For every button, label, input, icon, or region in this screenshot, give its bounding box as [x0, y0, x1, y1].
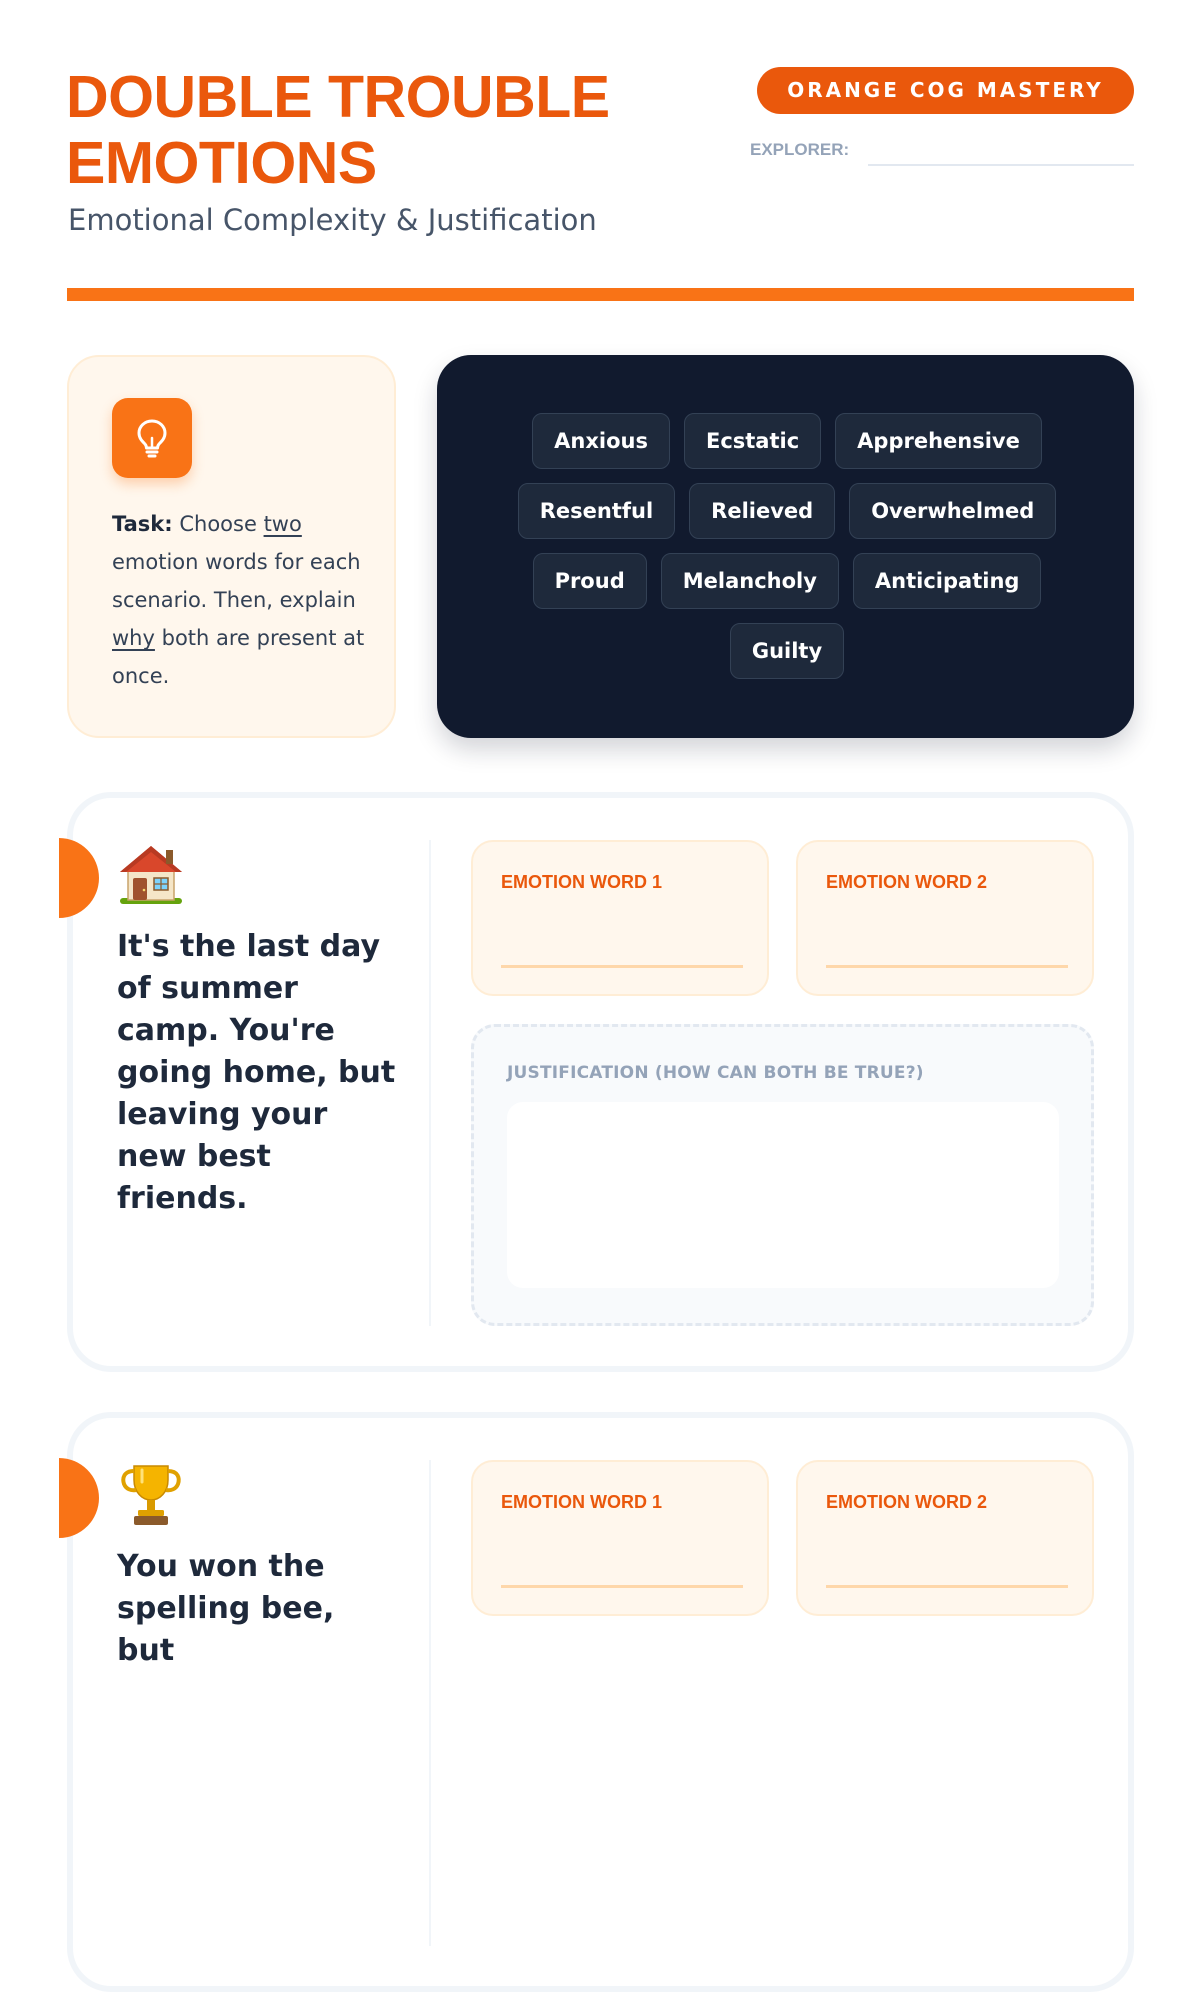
word-bank-chips — [507, 413, 1067, 679]
page-subtitle: Emotional Complexity & Justification — [68, 203, 597, 237]
emotion-word-1-field[interactable] — [501, 965, 743, 968]
house-icon — [116, 838, 186, 908]
word-chip[interactable]: Relieved — [689, 483, 835, 539]
emotion-word-1-label: EMOTION WORD 1 — [501, 872, 662, 892]
scenario-divider — [429, 840, 431, 1326]
word-chip[interactable]: Anxious — [532, 413, 670, 469]
emotion-word-2-field[interactable] — [826, 1585, 1068, 1588]
emotion-word-1-box — [471, 840, 769, 996]
scenario-divider — [429, 1460, 431, 1946]
lightbulb-icon — [112, 398, 192, 478]
scenario-prompt: It's the last day of summer camp. You're going home, but leaving your new best friends. — [117, 929, 396, 1216]
word-chip[interactable]: Apprehensive — [835, 413, 1042, 469]
word-chip[interactable]: Overwhelmed — [849, 483, 1056, 539]
scenario-card — [67, 1412, 1134, 1992]
task-text-3: both are present at once. — [112, 626, 365, 688]
page-title: DOUBLE TROUBLE EMOTIONS — [66, 64, 610, 196]
task-emphasis-why: why — [112, 626, 155, 650]
word-chip[interactable]: Melancholy — [661, 553, 839, 609]
scenario-card — [67, 792, 1134, 1372]
task-text-2: emotion words for each scenario. Then, explain — [112, 550, 361, 612]
emotion-word-1-box — [471, 1460, 769, 1616]
explorer-name-field[interactable] — [868, 164, 1134, 166]
task-text-1: Choose — [179, 512, 257, 536]
word-chip[interactable]: Anticipating — [853, 553, 1042, 609]
justification-box — [471, 1024, 1094, 1326]
word-chip[interactable]: Ecstatic — [684, 413, 821, 469]
explorer-label: EXPLORER: — [750, 140, 850, 159]
emotion-word-2-field[interactable] — [826, 965, 1068, 968]
emotion-word-2-label: EMOTION WORD 2 — [826, 1492, 987, 1512]
justification-field[interactable] — [507, 1102, 1059, 1288]
mastery-badge: ORANGE COG MASTERY — [757, 67, 1134, 114]
scenario-tab-marker — [59, 1458, 99, 1538]
scenario-prompt: You won the spelling bee, but — [117, 1549, 335, 1668]
task-card — [67, 355, 396, 738]
header-divider — [67, 288, 1134, 301]
trophy-icon — [116, 1458, 186, 1528]
word-chip[interactable]: Resentful — [518, 483, 675, 539]
word-chip[interactable]: Guilty — [730, 623, 844, 679]
emotion-word-2-box — [796, 840, 1094, 996]
task-lead: Task: — [112, 512, 173, 536]
task-instructions — [112, 505, 368, 695]
justification-label: JUSTIFICATION (HOW CAN BOTH BE TRUE?) — [507, 1063, 924, 1083]
emotion-word-1-label: EMOTION WORD 1 — [501, 1492, 662, 1512]
emotion-word-2-label: EMOTION WORD 2 — [826, 872, 987, 892]
word-bank — [437, 355, 1134, 738]
word-chip[interactable]: Proud — [533, 553, 647, 609]
task-emphasis-two: two — [263, 512, 302, 536]
scenario-tab-marker — [59, 838, 99, 918]
emotion-word-1-field[interactable] — [501, 1585, 743, 1588]
emotion-word-2-box — [796, 1460, 1094, 1616]
